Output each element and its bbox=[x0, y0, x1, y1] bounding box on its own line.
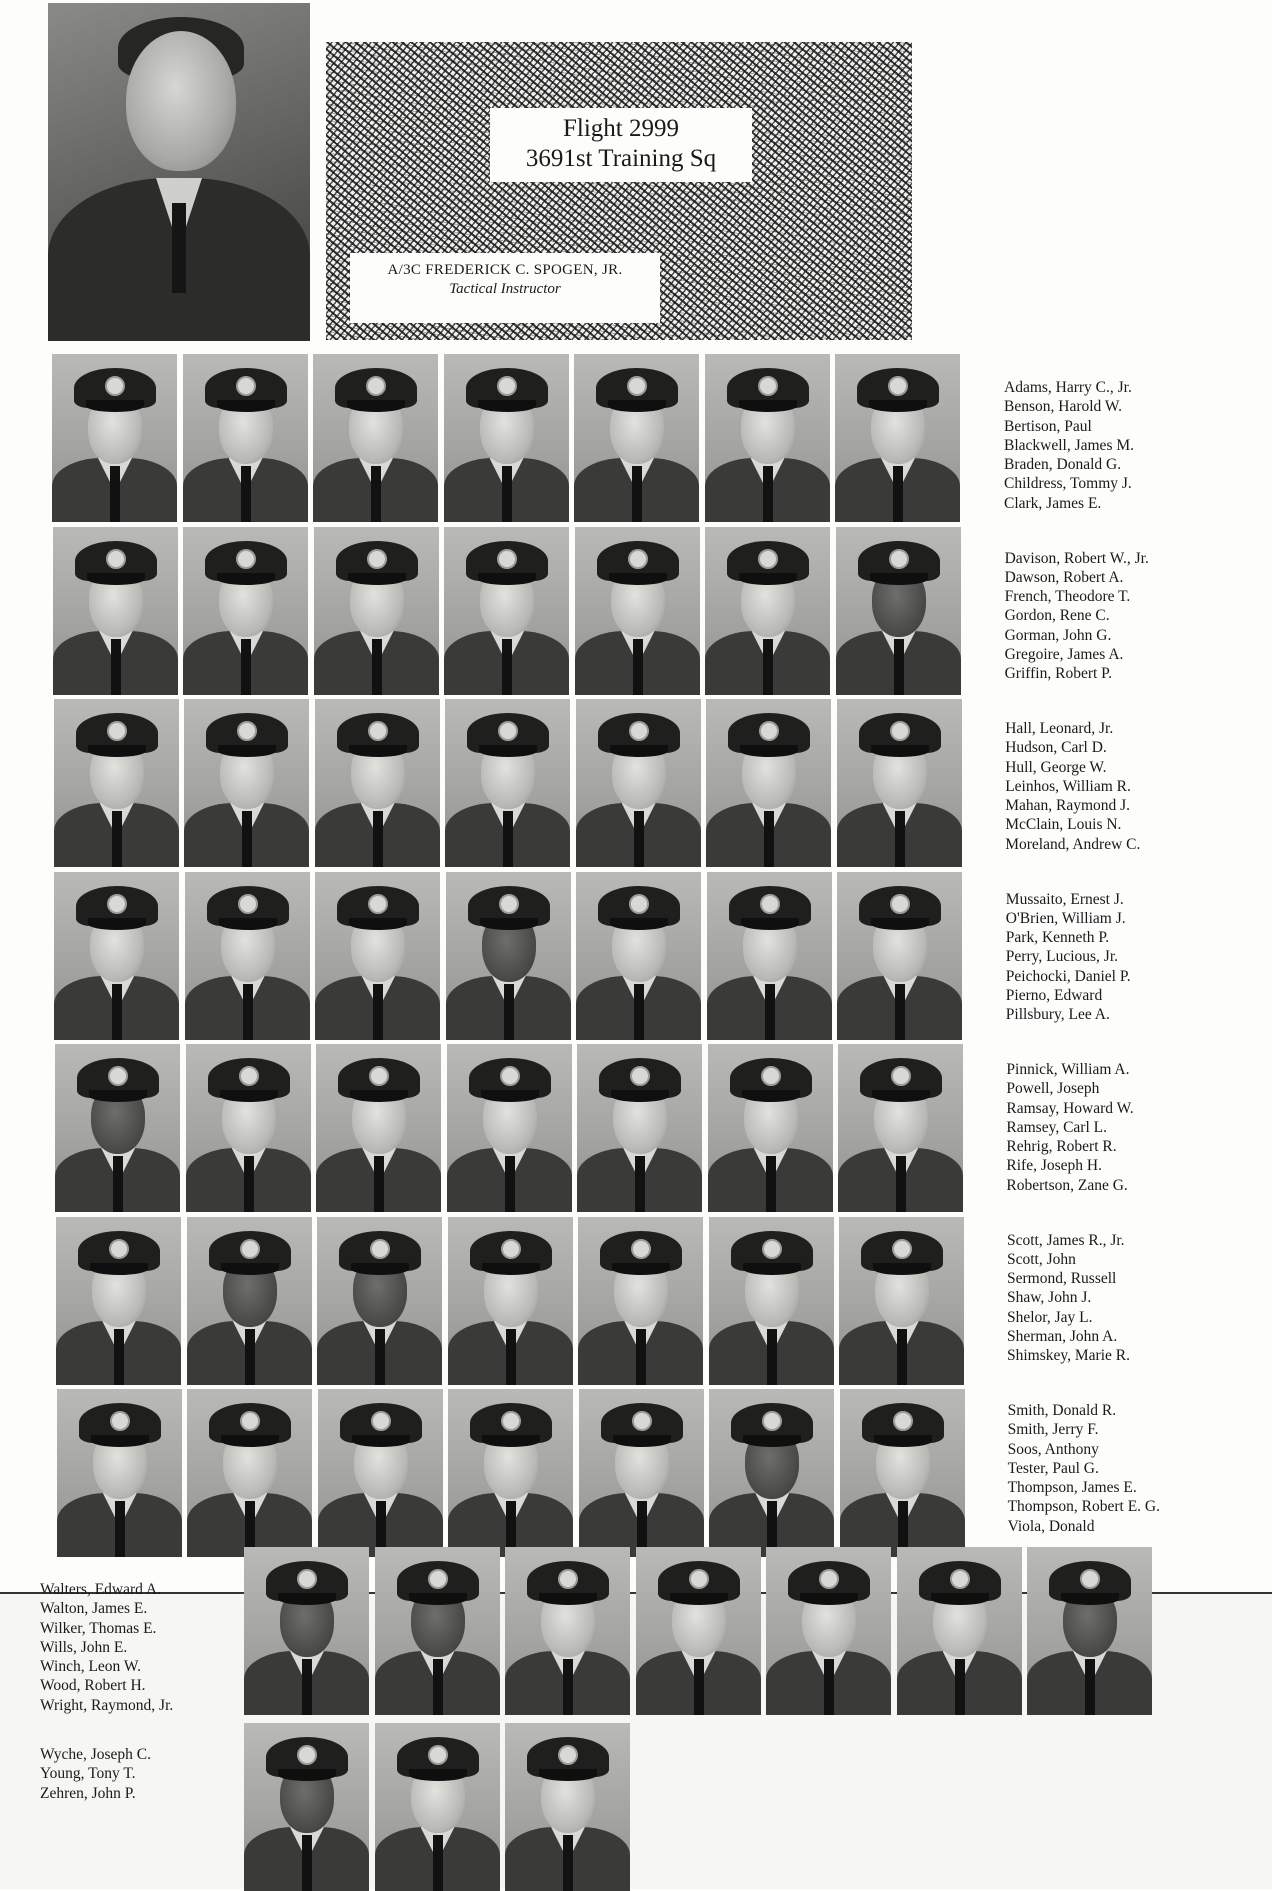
trainee-name: Childress, Tommy J. bbox=[1004, 475, 1132, 493]
name-list bbox=[1007, 1231, 1130, 1366]
trainee-photo bbox=[448, 1217, 573, 1385]
trainee-photo bbox=[187, 1389, 312, 1557]
trainee-photo bbox=[54, 699, 179, 867]
trainee-name: Pillsbury, Lee A. bbox=[1005, 1006, 1110, 1024]
trainee-name: Young, Tony T. bbox=[40, 1765, 136, 1783]
trainee-photo bbox=[183, 354, 308, 522]
trainee-photo bbox=[375, 1547, 500, 1715]
trainee-photo bbox=[244, 1723, 369, 1891]
trainee-name: Thompson, Robert E. G. bbox=[1007, 1498, 1160, 1516]
trainee-photo bbox=[52, 354, 177, 522]
trainee-name: Wilker, Thomas E. bbox=[40, 1619, 157, 1637]
trainee-name: Davison, Robert W., Jr. bbox=[1004, 549, 1149, 567]
trainee-photo bbox=[1027, 1547, 1152, 1715]
trainee-photo bbox=[444, 354, 569, 522]
title-box bbox=[490, 108, 752, 182]
trainee-photo bbox=[838, 1044, 963, 1212]
trainee-photo bbox=[313, 354, 438, 522]
trainee-name: Ramsey, Carl L. bbox=[1006, 1118, 1107, 1136]
trainee-name: Thompson, James E. bbox=[1007, 1479, 1137, 1497]
trainee-photo bbox=[840, 1389, 965, 1557]
instructor-title: Tactical Instructor bbox=[449, 281, 561, 297]
instructor-name: A/3C FREDERICK C. SPOGEN, JR. bbox=[387, 262, 623, 278]
trainee-name: McClain, Louis N. bbox=[1005, 816, 1122, 834]
trainee-name: Shimskey, Marie R. bbox=[1007, 1347, 1130, 1365]
trainee-name: Perry, Lucious, Jr. bbox=[1005, 948, 1119, 966]
trainee-photo bbox=[705, 354, 830, 522]
flight-title: Flight 2999 bbox=[563, 115, 679, 142]
trainee-name: Dawson, Robert A. bbox=[1004, 568, 1124, 586]
trainee-photo bbox=[705, 527, 830, 695]
trainee-name: Robertson, Zane G. bbox=[1006, 1176, 1128, 1194]
trainee-name: Viola, Donald bbox=[1007, 1517, 1095, 1535]
trainee-name: Gregoire, James A. bbox=[1004, 645, 1124, 663]
trainee-photo bbox=[444, 527, 569, 695]
trainee-name: Park, Kenneth P. bbox=[1005, 929, 1110, 947]
trainee-name: Wills, John E. bbox=[40, 1638, 128, 1656]
trainee-name: Ramsay, Howard W. bbox=[1006, 1099, 1134, 1117]
trainee-photo bbox=[636, 1547, 761, 1715]
trainee-photo bbox=[448, 1389, 573, 1557]
trainee-photo bbox=[575, 527, 700, 695]
trainee-photo bbox=[54, 872, 179, 1040]
trainee-name: Scott, John bbox=[1007, 1250, 1076, 1268]
trainee-name: Pinnick, William A. bbox=[1006, 1061, 1130, 1078]
trainee-photo bbox=[836, 527, 961, 695]
trainee-name: Soos, Anthony bbox=[1007, 1440, 1099, 1458]
trainee-photo bbox=[316, 1044, 441, 1212]
trainee-name: Peichocki, Daniel P. bbox=[1005, 967, 1131, 985]
trainee-name: Hull, George W. bbox=[1005, 758, 1107, 776]
trainee-photo bbox=[576, 699, 701, 867]
trainee-photo bbox=[57, 1389, 182, 1557]
trainee-photo bbox=[574, 354, 699, 522]
trainee-photo bbox=[53, 527, 178, 695]
trainee-photo bbox=[839, 1217, 964, 1385]
trainee-photo bbox=[766, 1547, 891, 1715]
trainee-photo bbox=[708, 1044, 833, 1212]
trainee-photo bbox=[837, 699, 962, 867]
trainee-photo bbox=[314, 527, 439, 695]
trainee-photo bbox=[505, 1547, 630, 1715]
trainee-name: Gordon, Rene C. bbox=[1004, 607, 1110, 625]
trainee-name: French, Theodore T. bbox=[1004, 588, 1131, 606]
trainee-name: Shelor, Jay L. bbox=[1007, 1308, 1093, 1326]
trainee-name: Benson, Harold W. bbox=[1004, 398, 1122, 416]
trainee-name: Scott, James R., Jr. bbox=[1007, 1231, 1125, 1249]
trainee-photo bbox=[244, 1547, 369, 1715]
trainee-name: Shaw, John J. bbox=[1007, 1289, 1092, 1307]
trainee-name: Walters, Edward A. bbox=[40, 1581, 161, 1598]
trainee-photo bbox=[837, 872, 962, 1040]
trainee-name: Braden, Donald G. bbox=[1004, 456, 1122, 474]
trainee-name: O'Brien, William J. bbox=[1005, 909, 1126, 927]
trainee-name: Sermond, Russell bbox=[1007, 1270, 1117, 1288]
trainee-name: Rife, Joseph H. bbox=[1006, 1157, 1102, 1175]
name-list bbox=[1005, 719, 1140, 854]
trainee-name: Mahan, Raymond J. bbox=[1005, 797, 1131, 815]
trainee-name: Hudson, Carl D. bbox=[1005, 739, 1107, 757]
trainee-name: Zehren, John P. bbox=[40, 1784, 136, 1802]
trainee-name: Sherman, John A. bbox=[1007, 1327, 1118, 1345]
trainee-name: Wyche, Joseph C. bbox=[40, 1746, 151, 1763]
trainee-photo bbox=[186, 1044, 311, 1212]
trainee-name: Moreland, Andrew C. bbox=[1005, 835, 1141, 853]
trainee-name: Tester, Paul G. bbox=[1007, 1459, 1099, 1477]
trainee-photo bbox=[835, 354, 960, 522]
trainee-name: Wright, Raymond, Jr. bbox=[40, 1696, 174, 1714]
name-list bbox=[1004, 378, 1134, 513]
trainee-photo bbox=[315, 699, 440, 867]
trainee-name: Clark, James E. bbox=[1004, 494, 1102, 512]
instructor-portrait bbox=[48, 3, 310, 341]
trainee-photo bbox=[185, 872, 310, 1040]
trainee-name: Griffin, Robert P. bbox=[1004, 665, 1112, 683]
trainee-photo bbox=[184, 699, 309, 867]
trainee-photo bbox=[707, 872, 832, 1040]
trainee-photo bbox=[315, 872, 440, 1040]
trainee-photo bbox=[446, 872, 571, 1040]
trainee-photo bbox=[706, 699, 831, 867]
trainee-photo bbox=[709, 1217, 834, 1385]
trainee-photo bbox=[447, 1044, 572, 1212]
trainee-name: Smith, Donald R. bbox=[1007, 1402, 1117, 1419]
trainee-name: Pierno, Edward bbox=[1005, 986, 1103, 1004]
trainee-name: Powell, Joseph bbox=[1006, 1080, 1100, 1098]
trainee-name: Winch, Leon W. bbox=[40, 1658, 141, 1676]
trainee-photo bbox=[187, 1217, 312, 1385]
squadron-title: 3691st Training Sq bbox=[525, 145, 717, 172]
trainee-photo bbox=[317, 1217, 442, 1385]
name-list bbox=[1006, 890, 1131, 1025]
name-list bbox=[1006, 1060, 1133, 1195]
trainee-photo bbox=[318, 1389, 443, 1557]
trainee-name: Wood, Robert H. bbox=[40, 1677, 146, 1695]
name-list bbox=[40, 1580, 173, 1715]
trainee-name: Smith, Jerry F. bbox=[1007, 1421, 1099, 1439]
trainee-photo bbox=[577, 1044, 702, 1212]
trainee-photo bbox=[709, 1389, 834, 1557]
trainee-photo bbox=[445, 699, 570, 867]
trainee-name: Hall, Leonard, Jr. bbox=[1005, 720, 1114, 737]
trainee-photo bbox=[55, 1044, 180, 1212]
trainee-photo bbox=[505, 1723, 630, 1891]
trainee-name: Bertison, Paul bbox=[1004, 417, 1092, 435]
trainee-photo bbox=[183, 527, 308, 695]
trainee-name: Leinhos, William R. bbox=[1005, 777, 1131, 795]
trainee-name: Blackwell, James M. bbox=[1004, 436, 1135, 454]
instructor-caption bbox=[350, 253, 660, 323]
trainee-photo bbox=[579, 1389, 704, 1557]
trainee-photo bbox=[56, 1217, 181, 1385]
name-list bbox=[40, 1745, 151, 1803]
trainee-photo bbox=[576, 872, 701, 1040]
trainee-name: Adams, Harry C., Jr. bbox=[1004, 379, 1132, 396]
trainee-name: Walton, James E. bbox=[40, 1600, 148, 1618]
trainee-name: Mussaito, Ernest J. bbox=[1005, 890, 1124, 908]
trainee-name: Gorman, John G. bbox=[1004, 626, 1112, 644]
name-list bbox=[1008, 1401, 1160, 1536]
trainee-photo bbox=[578, 1217, 703, 1385]
name-list bbox=[1005, 549, 1149, 684]
trainee-photo bbox=[897, 1547, 1022, 1715]
trainee-name: Rehrig, Robert R. bbox=[1006, 1138, 1117, 1156]
trainee-photo bbox=[375, 1723, 500, 1891]
